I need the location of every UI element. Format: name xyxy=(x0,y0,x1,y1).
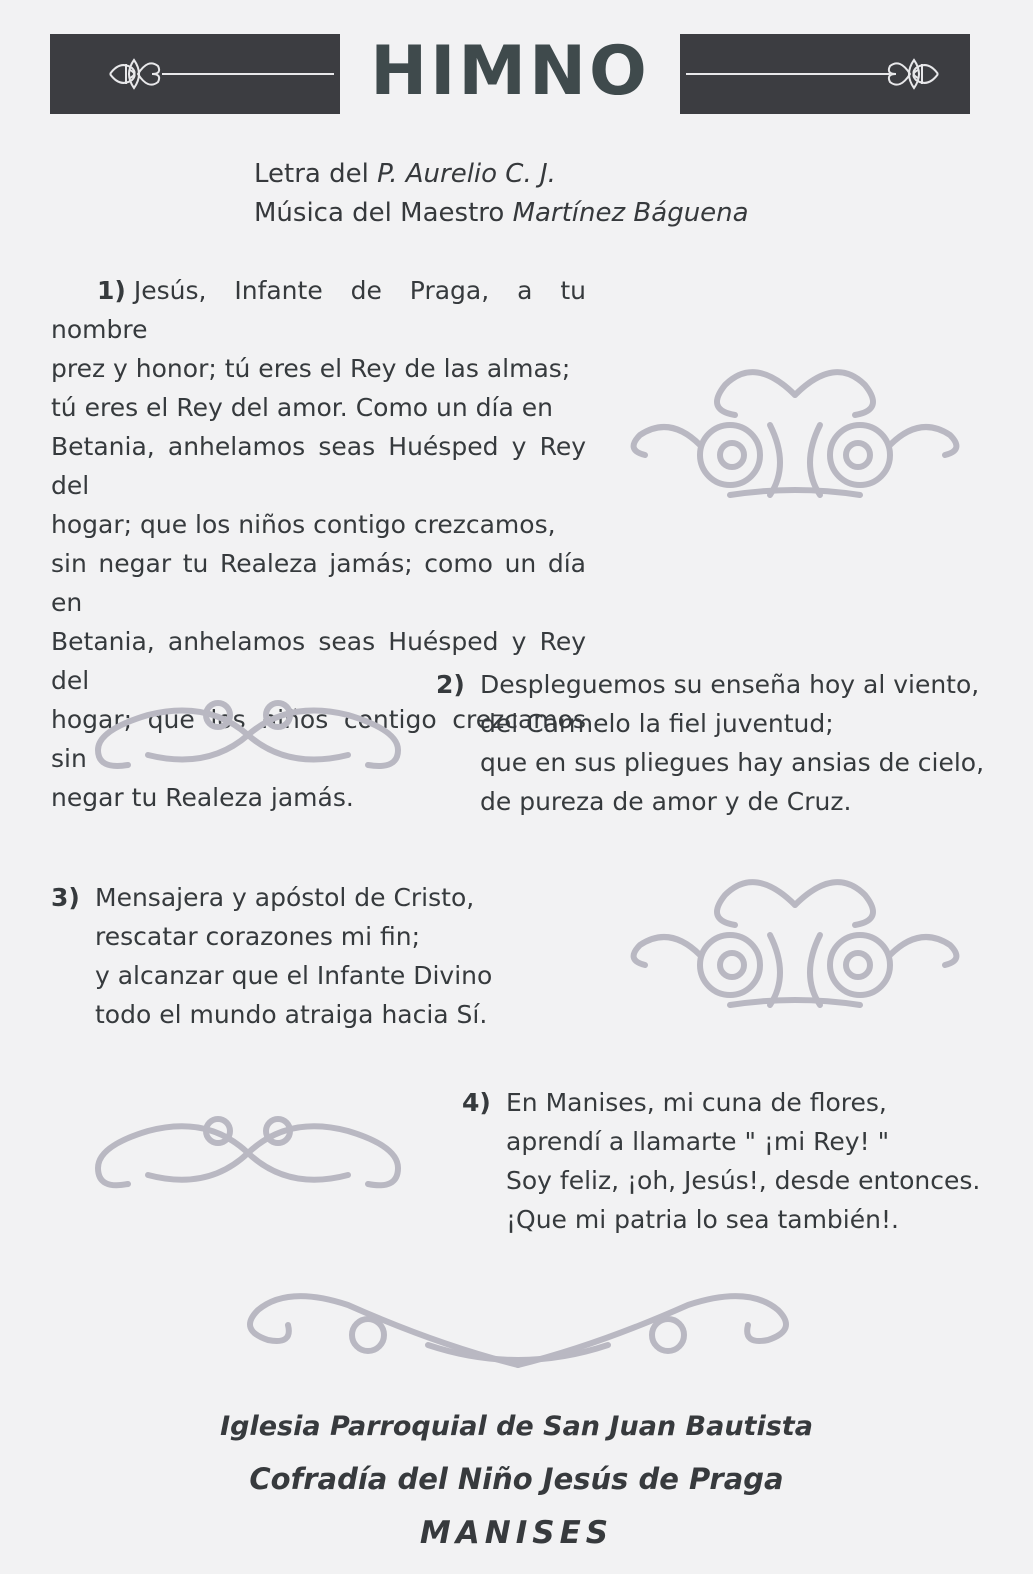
fleur-de-lis-icon xyxy=(680,34,970,114)
verse-line: negar tu Realeza jamás. xyxy=(51,783,354,812)
verse-line: todo el mundo atraiga hacia Sí. xyxy=(95,1000,488,1029)
verse-line: del Carmelo la fiel juventud; xyxy=(480,709,834,738)
verse-number: 3) xyxy=(51,883,80,912)
town-name: MANISES xyxy=(419,1515,614,1551)
verse-line: que en sus pliegues hay ansias de cielo, xyxy=(480,748,985,777)
page-title: HIMNO xyxy=(370,32,650,111)
verse-line: Mensajera y apóstol de Cristo, xyxy=(95,883,475,912)
brotherhood-name: Cofradía del Niño Jesús de Praga xyxy=(249,1462,784,1496)
footer xyxy=(0,1403,1033,1559)
verse-2 xyxy=(436,665,984,821)
verse-line: de pureza de amor y de Cruz. xyxy=(480,787,852,816)
verse-line: prez y honor; tú eres el Rey de las almas; xyxy=(51,354,571,383)
lyrics-credit: Letra del P. Aurelio C. J. xyxy=(254,159,556,189)
verse-line: Betania, anhelamos seas Huésped y Rey del xyxy=(51,432,586,500)
verse-line: sin negar tu Realeza jamás; como un día en xyxy=(51,549,586,617)
verse-line: Betania, anhelamos seas Huésped y Rey del xyxy=(51,627,586,695)
scroll-ornament-icon xyxy=(620,865,970,1025)
composer-name: Martínez Báguena xyxy=(512,198,749,228)
music-credit: Música del Maestro Martínez Báguena xyxy=(254,198,749,228)
verse-line: rescatar corazones mi fin; xyxy=(95,922,421,951)
verse-line: hogar; que los niños contigo crezcamos, xyxy=(51,510,556,539)
header-band-left xyxy=(50,34,340,114)
header-band-right xyxy=(680,34,970,114)
verse-number: 2) xyxy=(436,670,465,699)
verse-line: En Manises, mi cuna de flores, xyxy=(506,1088,887,1117)
swirl-divider-icon xyxy=(228,1275,808,1375)
verse-line: hogar; que los niños contigo crezcamos sin xyxy=(51,705,586,773)
verse-line: y alcanzar que el Infante Divino xyxy=(95,961,493,990)
fleur-de-lis-icon xyxy=(50,34,340,114)
verse-3 xyxy=(51,878,492,1034)
verse-number: 4) xyxy=(462,1088,491,1117)
verse-line: Despleguemos su enseña hoy al viento, xyxy=(480,670,980,699)
scroll-ornament-icon xyxy=(88,690,408,780)
verse-line: tú eres el Rey del amor. Como un día en xyxy=(51,393,553,422)
verse-line: aprendí a llamarte " ¡mi Rey! " xyxy=(506,1127,890,1156)
verse-4 xyxy=(462,1083,980,1239)
verse-line: Soy feliz, ¡oh, Jesús!, desde entonces. xyxy=(506,1166,981,1195)
church-name: Iglesia Parroquial de San Juan Bautista xyxy=(220,1411,813,1442)
scroll-ornament-icon xyxy=(620,355,970,515)
verse-line: ¡Que mi patria lo sea también!. xyxy=(506,1205,899,1234)
lyricist-name: P. Aurelio C. J. xyxy=(377,159,556,189)
scroll-ornament-icon xyxy=(88,1105,408,1200)
verse-number: 1) xyxy=(97,276,126,305)
credits xyxy=(254,155,749,233)
verse-1: 1) Jesús, Infante de Praga, a tu nombre prez y honor; tú eres el Rey de las almas; tú eres el Rey del amor. Como un día en Betania, anhelamos seas Huésped y Rey del hogar; que los niños contigo crezcamos, sin negar tu Realeza jamás; como un día en Betania, anhelamos seas Huésped y Rey del hogar; que los niños contigo crezcamos sin negar tu Realeza jamás. xyxy=(51,271,586,817)
